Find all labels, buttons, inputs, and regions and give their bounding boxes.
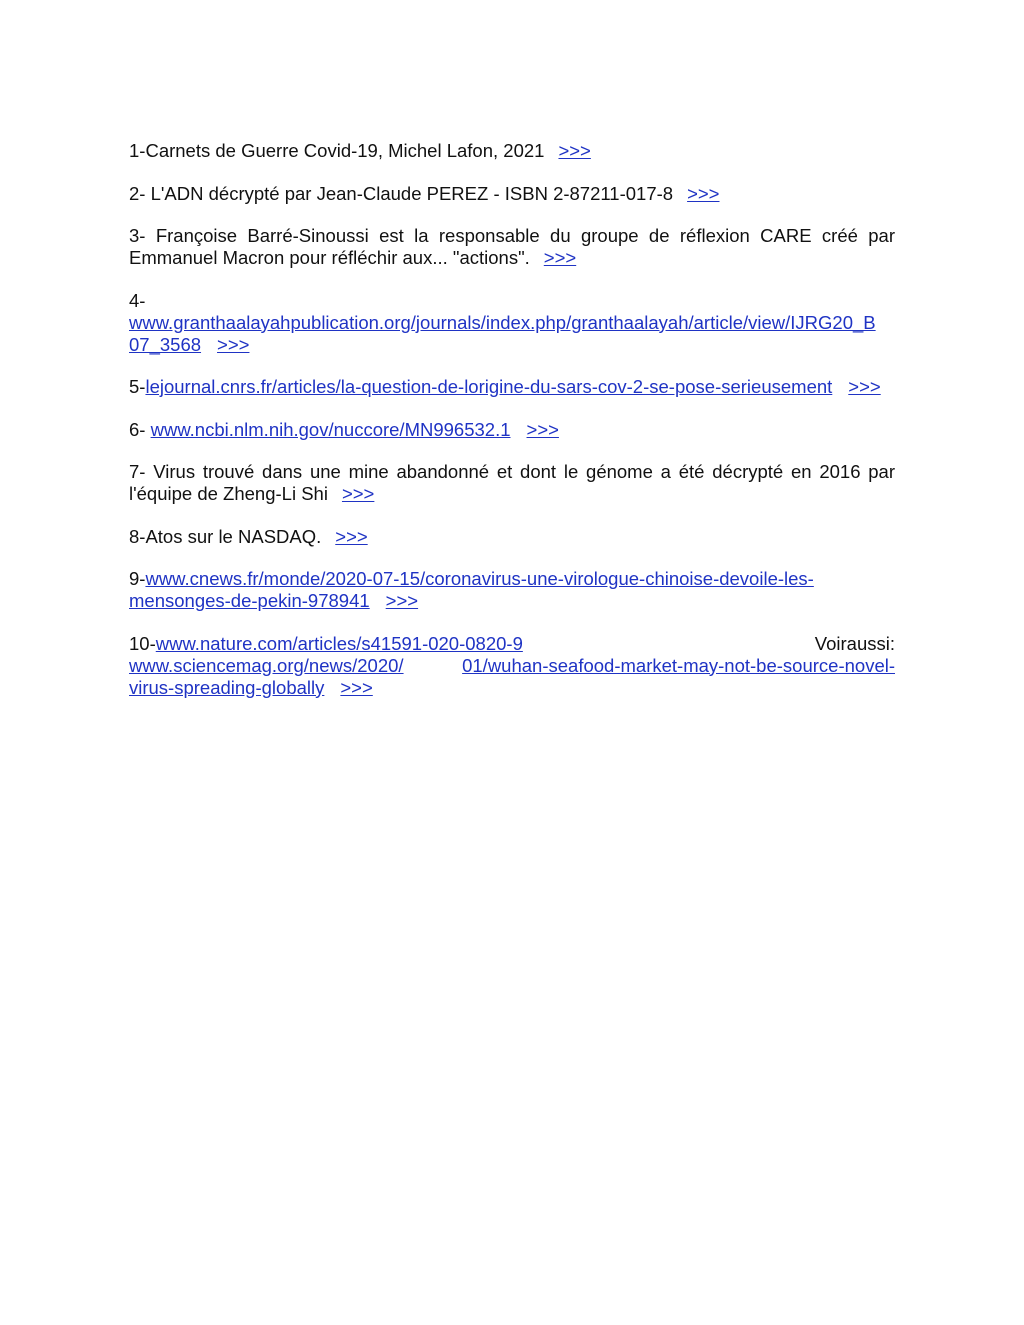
reference-text: Virus trouvé dans une mine abandonné et dont le génome a été décrypté en 2016 par l'équipe de Zheng-Li Shi <box>129 461 896 504</box>
see-also-link[interactable]: www.sciencemag.org/news/2020/ <box>129 654 404 676</box>
reference-link[interactable]: lejournal.cnrs.fr/articles/la-question-de-lorigine-du-sars-cov-2-se-pose-serieusement <box>145 376 833 397</box>
more-link[interactable]: >>> <box>340 676 373 698</box>
more-link[interactable]: >>> <box>543 247 577 268</box>
see-also-link-end[interactable]: virus-spreading-globally <box>129 676 325 698</box>
reference-link-continued[interactable]: 07_3568 <box>129 333 202 355</box>
reference-10-first-line <box>129 633 895 655</box>
reference-link-continued[interactable]: mensonges-de-pekin-978941 <box>129 590 370 611</box>
reference-number: 4- <box>129 289 146 311</box>
more-link[interactable]: >>> <box>687 182 720 204</box>
references-list <box>129 140 895 719</box>
more-link[interactable]: >>> <box>217 333 250 355</box>
reference-item-3 <box>129 225 895 269</box>
reference-number: 5- <box>129 376 146 397</box>
reference-number: 6- <box>129 418 146 440</box>
see-also-link-continued[interactable]: 01/wuhan-seafood-market-may-not-be-source-novel- <box>462 654 895 676</box>
reference-item-4 <box>129 290 895 356</box>
see-also-label: Voiraussi: <box>814 632 895 654</box>
reference-text: Françoise Barré-Sinoussi est la responsable du groupe de réflexion CARE créé par Emmanuel Macron pour réfléchir aux... "actions". <box>129 225 895 268</box>
more-link[interactable]: >>> <box>385 590 419 611</box>
reference-number: 1- <box>129 140 146 161</box>
reference-text: Carnets de Guerre Covid-19, Michel Lafon, 2021 <box>145 140 545 161</box>
reference-number: 7- <box>129 461 146 482</box>
reference-number: 9- <box>129 568 146 589</box>
reference-item-9 <box>129 568 895 612</box>
more-link[interactable]: >>> <box>341 483 375 504</box>
reference-link[interactable]: www.nature.com/articles/s41591-020-0820-9 <box>155 632 523 654</box>
reference-link[interactable]: www.cnews.fr/monde/2020-07-15/coronavirus-une-virologue-chinoise-devoile-les- <box>145 568 814 589</box>
reference-10-main <box>129 633 523 655</box>
reference-10-second-line <box>129 655 895 677</box>
reference-number: 8- <box>129 525 146 547</box>
reference-text: Atos sur le NASDAQ. <box>145 525 322 547</box>
reference-item-1 <box>129 140 895 162</box>
reference-item-10 <box>129 633 895 699</box>
reference-item-5 <box>129 376 895 398</box>
more-link[interactable]: >>> <box>558 140 591 161</box>
reference-10-third-line <box>129 677 895 699</box>
reference-number: 2- <box>129 182 146 204</box>
reference-number: 10- <box>129 632 156 654</box>
more-link[interactable]: >>> <box>526 418 559 440</box>
reference-link[interactable]: www.ncbi.nlm.nih.gov/nuccore/MN996532.1 <box>150 418 511 440</box>
reference-text: L'ADN décrypté par Jean-Claude PEREZ - ISBN 2-87211-017-8 <box>150 182 674 204</box>
reference-item-2 <box>129 183 895 205</box>
reference-number: 3- <box>129 225 146 246</box>
reference-item-7 <box>129 461 895 505</box>
reference-item-6 <box>129 419 895 441</box>
more-link[interactable]: >>> <box>848 376 881 397</box>
reference-item-8 <box>129 526 895 548</box>
reference-link[interactable]: www.granthaalayahpublication.org/journals/index.php/granthaalayah/article/view/IJRG20_B <box>129 311 876 333</box>
more-link[interactable]: >>> <box>335 525 368 547</box>
